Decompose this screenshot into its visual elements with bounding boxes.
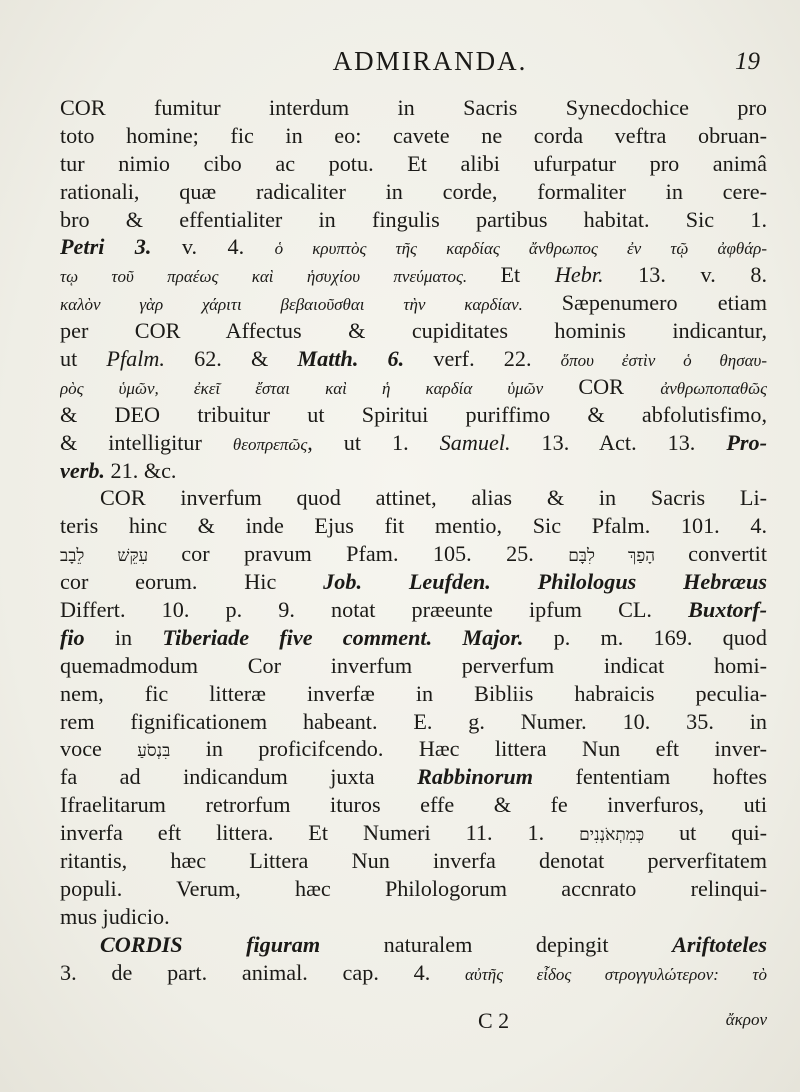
text-span: בִּנְסֹעַ (137, 741, 171, 761)
text-line (60, 708, 767, 736)
text-span: rationali, quæ radicaliter in corde, formaliter in cere- (60, 178, 767, 204)
text-span: fententiam hoftes (533, 764, 767, 790)
text-line (60, 735, 767, 763)
text-line (60, 596, 767, 624)
text-line (60, 791, 767, 819)
text-span: , ut 1. (307, 429, 440, 455)
text-span: Pro- (726, 429, 767, 455)
text-span: Hebr. (554, 262, 604, 288)
text-line (60, 233, 767, 261)
text-span: convertit (688, 541, 767, 567)
text-line (60, 652, 767, 680)
text-span: COR inverfum quod attinet, alias & in Sacris Li- (100, 485, 767, 511)
text-span: rem fignificationem habeant. E. g. Numer. 10. 35. in (60, 708, 767, 734)
text-line (60, 624, 767, 652)
text-line (60, 206, 767, 234)
text-span: עִקֵּשׁ לֵבָב (60, 546, 182, 566)
text-span: ἀνθρωποπαθῶς (660, 378, 767, 398)
text-span: COR fumitur interdum in Sacris Synecdochice pro (60, 95, 767, 120)
text-span: καλὸν γὰρ χάριτι βεβαιοῦσθαι τὴν καρδίαν. (60, 295, 562, 315)
text-span: in proficifcendo. Hæc littera Nun eft inver- (170, 736, 767, 762)
text-span: Pfalm. (106, 346, 165, 372)
text-span: Petri 3. (60, 234, 182, 260)
text-span: bro & effentialiter in fingulis partibus habitat. Sic 1. (60, 206, 767, 232)
text-span: COR (578, 373, 661, 399)
text-span: teris hinc & inde Ejus fit mentio, Sic Pfalm. 101. 4. (60, 513, 767, 539)
text-line (60, 150, 767, 178)
text-span: inverfa eft littera. Et Numeri 11. 1. (60, 820, 580, 846)
text-line (60, 94, 767, 122)
text-span: ὁ κρυπτὸς τῆς καρδίας ἄνθρωπος ἐν τῷ ἀφθάρ- (274, 239, 767, 259)
text-span: כְּמִתְאֹנְנִים (579, 825, 645, 845)
text-span: Differt. 10. p. 9. notat præeunte ipfum CL. (60, 597, 689, 623)
text-line (60, 763, 767, 791)
page-number: 19 (735, 48, 760, 75)
text-span: Sæpenumero etiam (561, 290, 767, 316)
text-span: per COR Affectus & cupiditates hominis indicantur, (60, 318, 767, 344)
text-span: fa ad indicandum juxta (60, 764, 418, 790)
text-span: quemadmodum Cor inverfum perverfum indicat homi- (60, 652, 767, 678)
text-span: ritantis, hæc Littera Nun inverfa denotat perverfitatem (60, 848, 767, 874)
text-span: τῳ τοῦ πραέως καὶ ἡσυχίου πνεύματος. (60, 267, 501, 287)
text-span: ut qui- (644, 820, 767, 846)
text-line (60, 429, 767, 457)
text-line (60, 568, 767, 596)
text-span: & DEO tribuitur ut Spiritui puriffimo & abfolutisfimo, (60, 401, 767, 427)
text-span: verb. (60, 457, 105, 483)
text-span: Rabbinorum (417, 764, 533, 790)
text-span: cor eorum. Hic (60, 569, 324, 595)
text-span: naturalem depingit (320, 931, 673, 957)
text-line (60, 875, 767, 903)
text-span: ρὸς ὑμῶν, ἐκεῖ ἔσται καὶ ἡ καρδία ὑμῶν (60, 378, 579, 398)
text-line (60, 373, 767, 401)
text-span: 62. & (164, 346, 298, 372)
text-span: v. 4. (181, 234, 275, 260)
text-span: 21. &c. (104, 457, 177, 483)
text-line (60, 512, 767, 540)
text-line (60, 178, 767, 206)
text-line (60, 261, 767, 289)
text-span: Job. Leufden. Philologus Hebræus (323, 569, 767, 595)
text-span: ut (60, 346, 107, 372)
text-span: populi. Verum, hæc Philologorum accnrato relinqui- (60, 875, 767, 901)
text-span: 3. de part. animal. cap. 4. (60, 959, 465, 985)
text-span: Samuel. (439, 429, 511, 455)
text-line (60, 484, 767, 512)
text-line (60, 680, 767, 708)
text-span: 13. v. 8. (603, 262, 767, 288)
text-line (60, 847, 767, 875)
text-line (60, 289, 767, 317)
text-span: in (84, 624, 163, 650)
text-span: mus judicio. (60, 903, 170, 929)
text-line (60, 345, 767, 373)
text-span: nem, fic litteræ inverfæ in Bibliis habraicis peculia- (60, 680, 767, 706)
text-line (60, 457, 767, 485)
text-line (60, 122, 767, 150)
text-span: voce (60, 736, 138, 762)
text-span: 13. Act. 13. (510, 429, 727, 455)
text-span: toto homine; fic in eo: cavete ne corda veftra obruan- (60, 122, 767, 148)
text-span: θεοπρεπῶς (232, 434, 308, 454)
signature-mark: C 2 (478, 1008, 510, 1033)
text-line (60, 317, 767, 345)
text-span: p. m. 169. quod (523, 624, 767, 650)
text-span: Ariftoteles (672, 931, 767, 957)
body-text (60, 94, 767, 987)
text-span: Ifraelitarum retrorfum ituros effe & fe inverfuros, uti (60, 792, 767, 818)
text-span: Tiberiade five comment. Major. (162, 624, 524, 650)
text-span: & intelligitur (60, 429, 233, 455)
text-span: tur nimio cibo ac potu. Et alibi ufurpatur pro animâ (60, 150, 767, 176)
text-span: Et (500, 262, 555, 288)
text-line (60, 540, 767, 568)
text-span: Buxtorf- (688, 597, 767, 623)
catchword: ἄκρον (725, 1010, 767, 1029)
running-title: ADMIRANDA. (332, 46, 528, 76)
text-span: verf. 22. (404, 346, 561, 372)
page-header (60, 46, 760, 82)
text-span: ὅπου ἐστὶν ὁ θησαυ- (560, 351, 767, 371)
text-line (60, 959, 767, 987)
text-line (60, 903, 767, 931)
text-line (60, 401, 767, 429)
page-footer (60, 1008, 767, 1038)
text-line (60, 931, 767, 959)
text-span: fio (60, 624, 85, 650)
text-line (60, 819, 767, 847)
text-span: CORDIS figuram (100, 931, 321, 957)
text-span: הָפַךְ לִבָּם (568, 546, 689, 566)
text-span: Matth. 6. (297, 346, 405, 372)
text-span: αὐτῆς εἶδος στρογγυλώτερον: τὸ (465, 964, 767, 984)
text-span: cor pravum Pfam. 105. 25. (181, 541, 569, 567)
